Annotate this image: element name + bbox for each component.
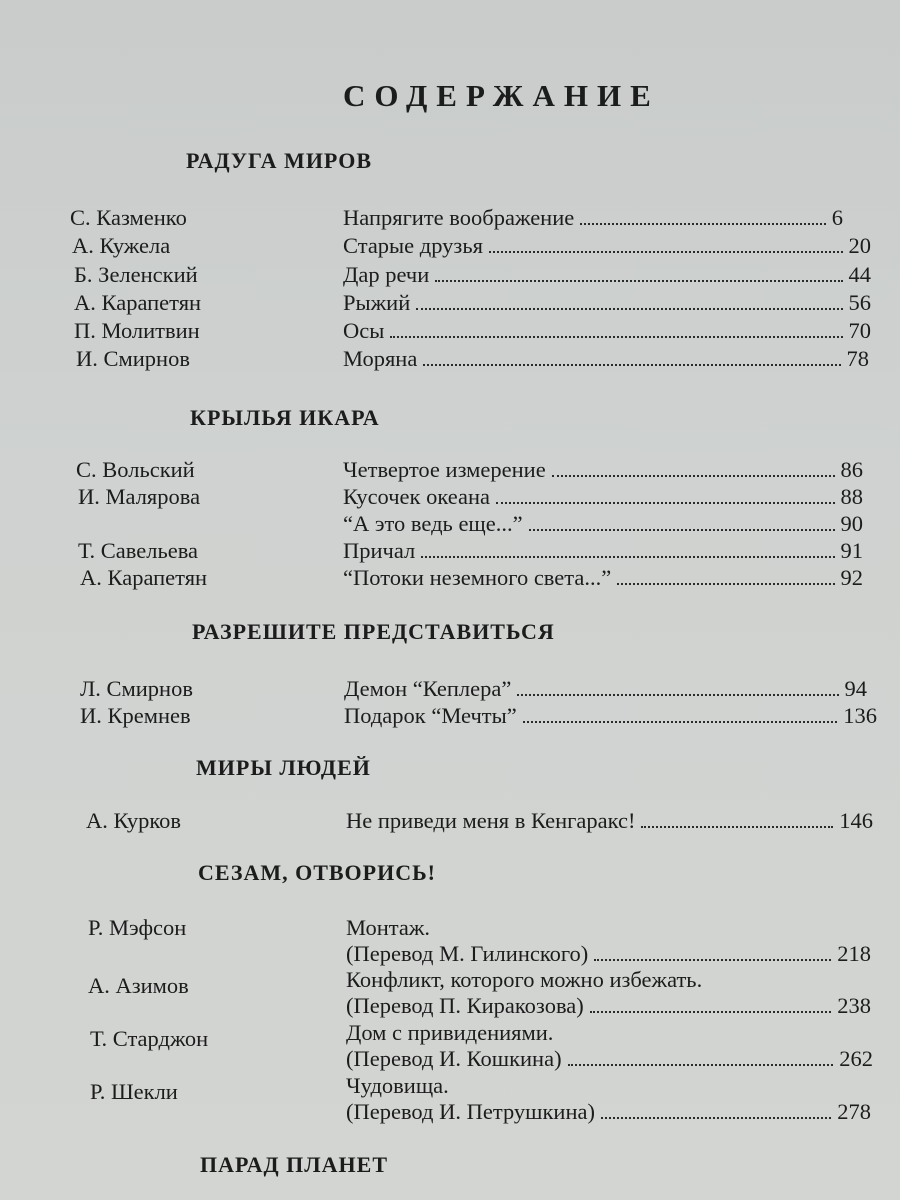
entry-page: 20 [848, 233, 871, 258]
entry-title-line [343, 205, 843, 231]
entry-title-line [346, 941, 871, 967]
entry-title: “А это ведь еще...” [343, 511, 523, 536]
dot-leader [594, 959, 831, 961]
entry-page: 56 [848, 290, 871, 315]
dot-leader [552, 475, 835, 477]
entry-page: 78 [846, 346, 869, 371]
entry-title: Демон “Кеплера” [344, 676, 512, 701]
entry-author: Р. Мэфсон [88, 915, 187, 940]
entry-title: Причал [343, 538, 416, 563]
entry-title-line [344, 703, 877, 729]
entry-title-line [343, 538, 863, 564]
dot-leader [568, 1064, 834, 1066]
entry-title: “Потоки неземного света...” [343, 565, 612, 590]
section-heading: КРЫЛЬЯ ИКАРА [190, 405, 380, 430]
section-heading: СЕЗАМ, ОТВОРИСЬ! [198, 860, 436, 885]
entry-title: Чудовища. [346, 1073, 449, 1098]
entry-author: А. Карапетян [74, 290, 202, 315]
dot-leader [496, 502, 835, 504]
entry-title: Рыжий [343, 290, 411, 315]
section-heading: ПАРАД ПЛАНЕТ [200, 1152, 388, 1177]
entry-page: 6 [831, 205, 843, 230]
entry-author: Р. Шекли [90, 1079, 178, 1104]
entry-page: 70 [848, 318, 871, 343]
dot-leader [641, 826, 833, 828]
entry-page: 146 [839, 808, 873, 833]
section-heading: МИРЫ ЛЮДЕЙ [196, 755, 371, 780]
entry-author: А. Кужела [72, 233, 171, 258]
dot-leader [421, 556, 834, 558]
entry-page: 136 [843, 703, 877, 728]
dot-leader [390, 336, 842, 338]
entry-author: С. Казменко [70, 205, 187, 230]
entry-title-line [346, 1046, 873, 1072]
entry-title-line [346, 808, 873, 834]
dot-leader [416, 308, 842, 310]
entry-page: 262 [839, 1046, 873, 1071]
entry-title-line [343, 565, 863, 591]
entry-title: Конфликт, которого можно избежать. [346, 967, 703, 992]
entry-page: 44 [848, 262, 871, 287]
section-heading: РАЗРЕШИТЕ ПРЕДСТАВИТЬСЯ [192, 619, 555, 644]
entry-author: Т. Старджон [90, 1026, 209, 1051]
entry-title: Дом с привидениями. [346, 1020, 554, 1045]
dot-leader [529, 529, 835, 531]
entry-title: Четвертое измерение [343, 457, 546, 482]
entry-translator: (Перевод М. Гилинского) [346, 941, 589, 966]
dot-leader [523, 721, 838, 723]
entry-title-line [343, 290, 871, 316]
entry-title: Не приведи меня в Кенгаракс! [346, 808, 636, 833]
dot-leader [601, 1117, 831, 1119]
entry-page: 91 [840, 538, 863, 563]
contents-heading: СОДЕРЖАНИЕ [343, 78, 660, 113]
entry-title-line [343, 233, 871, 259]
entry-title-line [346, 1099, 871, 1125]
entry-page: 94 [844, 676, 867, 701]
entry-title-line [343, 318, 871, 344]
entry-title-line [344, 676, 867, 702]
entry-title: Осы [343, 318, 385, 343]
entry-title-line [343, 346, 869, 372]
entry-page: 218 [837, 941, 871, 966]
entry-author: С. Вольский [76, 457, 195, 482]
entry-author: А. Карапетян [80, 565, 208, 590]
dot-leader [590, 1011, 832, 1013]
entry-title: Дар речи [343, 262, 430, 287]
dot-leader [435, 280, 842, 282]
entry-author: И. Смирнов [76, 346, 190, 371]
entry-title-line [343, 511, 863, 537]
entry-title: Моряна [343, 346, 418, 371]
entry-title-line [343, 457, 863, 483]
section-heading: РАДУГА МИРОВ [186, 148, 373, 173]
entry-title: Подарок “Мечты” [344, 703, 517, 728]
entry-page: 92 [840, 565, 863, 590]
entry-author: П. Молитвин [74, 318, 200, 343]
entry-author: И. Малярова [78, 484, 201, 509]
entry-translator: (Перевод И. Петрушкина) [346, 1099, 595, 1124]
entry-author: Б. Зеленский [74, 262, 198, 287]
entry-page: 86 [840, 457, 863, 482]
entry-title-line [343, 484, 863, 510]
entry-page: 278 [837, 1099, 871, 1124]
entry-author: И. Кремнев [80, 703, 191, 728]
entry-translator: (Перевод П. Киракозова) [346, 993, 584, 1018]
dot-leader [617, 583, 834, 585]
entry-author: А. Азимов [88, 973, 189, 998]
entry-page: 88 [840, 484, 863, 509]
dot-leader [580, 223, 825, 225]
entry-author: Т. Савельева [78, 538, 199, 563]
entry-title: Напрягите воображение [343, 205, 575, 230]
entry-author: А. Курков [86, 808, 181, 833]
dot-leader [489, 251, 843, 253]
entry-title: Кусочек океана [343, 484, 490, 509]
entry-title-line [343, 262, 871, 288]
entry-title: Монтаж. [346, 915, 431, 940]
entry-author: Л. Смирнов [80, 676, 193, 701]
entry-page: 238 [837, 993, 871, 1018]
entry-title: Старые друзья [343, 233, 483, 258]
dot-leader [423, 364, 840, 366]
entry-page: 90 [840, 511, 863, 536]
dot-leader [517, 694, 838, 696]
entry-translator: (Перевод И. Кошкина) [346, 1046, 562, 1071]
entry-title-line [346, 993, 871, 1019]
